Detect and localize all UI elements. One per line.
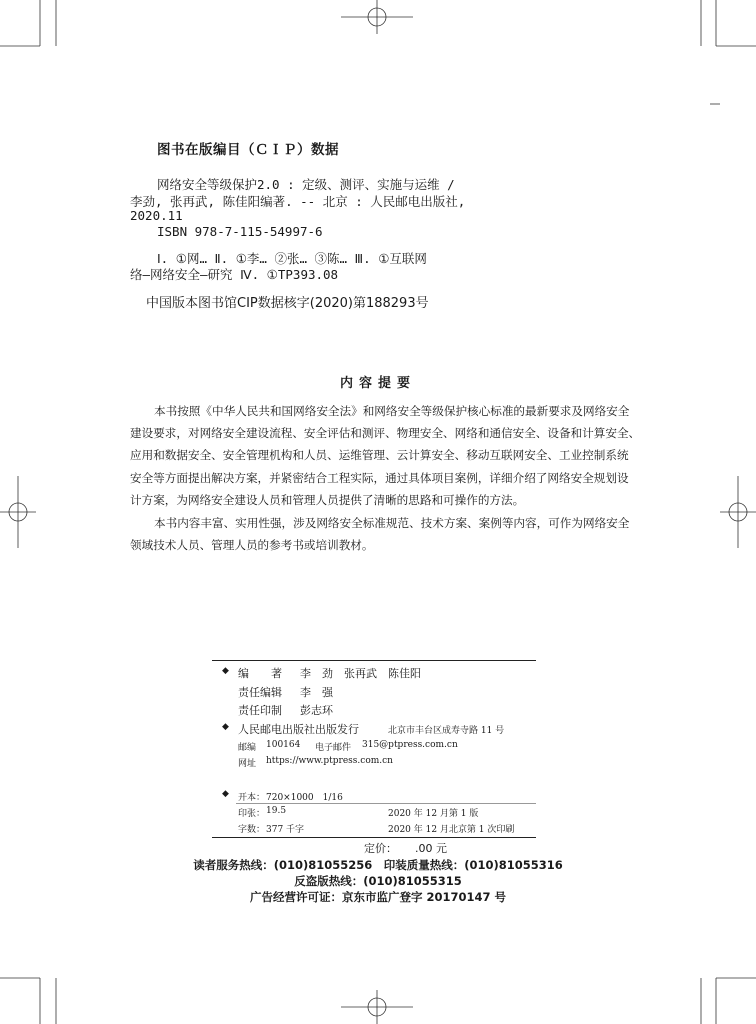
- service-hotlines: 读者服务热线：(010)81055256 印装质量热线：(010)81055316: [193, 858, 563, 872]
- edition: 2020 年 12 月第 1 版: [388, 809, 479, 819]
- cip-line: 网络安全等级保护2.0 : 定级、测评、实施与运维 /: [157, 177, 455, 192]
- cip-line: 李劲, 张再武, 陈佳阳编著. -- 北京 : 人民邮电出版社,: [130, 194, 466, 209]
- sheets-label: 印张：: [238, 809, 266, 819]
- diamond-bullet-icon: ◆: [222, 789, 229, 799]
- summary-line: 安全等方面提出解决方案，并紧密结合工程实际，通过具体项目案例，详细介绍了网络安全规划设: [130, 470, 629, 485]
- email: 315@ptpress.com.cn: [362, 740, 458, 750]
- antipiracy-hotline: 反盗版热线：(010)81055315: [294, 874, 462, 888]
- postcode-label: 邮编: [238, 743, 257, 753]
- summary-paragraph-1: [130, 400, 641, 511]
- editor-label: 责任编辑: [238, 686, 282, 699]
- advertising-license: 广告经营许可证：京东市监广登字 20170147 号: [249, 890, 507, 904]
- mid-rule: [236, 803, 536, 804]
- publisher: 人民邮电出版社出版发行: [238, 723, 359, 736]
- summary-line: 应用和数据安全、安全管理机构和人员、运维管理、云计算安全、移动互联网安全、工业控制系统: [130, 448, 629, 463]
- price-label: 定价：: [364, 842, 397, 855]
- authors: 李 劲 张再武 陈佳阳: [300, 667, 421, 680]
- editor: 李 强: [300, 686, 333, 699]
- email-label: 电子邮件: [315, 743, 352, 753]
- cip-line: 2020.11: [130, 208, 183, 223]
- publisher-address: 北京市丰台区成寿寺路 11 号: [388, 726, 505, 736]
- summary-line: 计方案，为网络安全建设人员和管理人员提供了清晰的思路和可操作的方法。: [130, 492, 525, 507]
- summary-line: 领域技术人员、管理人员的参考书或培训教材。: [130, 538, 374, 553]
- cip-data-number: 中国版本图书馆CIP数据核字(2020)第188293号: [146, 296, 429, 311]
- summary-line: 本书内容丰富、实用性强，涉及网络安全标准规范、技术方案、案例等内容，可作为网络安全: [154, 516, 630, 530]
- cip-line: ISBN 978-7-115-54997-6: [157, 224, 323, 239]
- website: https://www.ptpress.com.cn: [266, 756, 393, 766]
- words: 377 千字: [266, 825, 305, 835]
- impression: 2020 年 12 月北京第 1 次印刷: [388, 825, 515, 835]
- words-label: 字数：: [238, 825, 266, 835]
- authors-label: 编 著: [238, 667, 282, 680]
- diamond-bullet-icon: ◆: [222, 666, 229, 676]
- summary-line: 建设要求，对网络安全建设流程、安全评估和测评、物理安全、网络和通信安全、设备和计算安全、: [130, 426, 641, 441]
- bottom-rule: [212, 837, 536, 838]
- summary-paragraph-2: [130, 512, 630, 556]
- printing-manager: 彭志环: [300, 704, 333, 717]
- postcode: 100164: [266, 740, 301, 750]
- format-label: 开本：: [238, 793, 266, 803]
- diamond-bullet-icon: ◆: [222, 722, 229, 732]
- summary-line: 本书按照《中华人民共和国网络安全法》和网络安全等级保护核心标准的最新要求及网络安全: [154, 404, 630, 418]
- printing-label: 责任印制: [238, 704, 282, 717]
- website-label: 网址: [238, 759, 257, 769]
- price: .00 元: [415, 842, 447, 855]
- summary-heading: 内容提要: [339, 376, 416, 391]
- top-rule: [212, 660, 536, 661]
- cip-line: Ⅰ. ①网… Ⅱ. ①李… ②张… ③陈… Ⅲ. ①互联网: [157, 251, 427, 266]
- cip-heading: 图书在版编目（ＣＩＰ）数据: [157, 142, 339, 158]
- cip-line: 络—网络安全—研究 Ⅳ. ①TP393.08: [130, 267, 339, 282]
- format: 720×1000 1/16: [266, 793, 343, 803]
- sheets: 19.5: [266, 806, 287, 816]
